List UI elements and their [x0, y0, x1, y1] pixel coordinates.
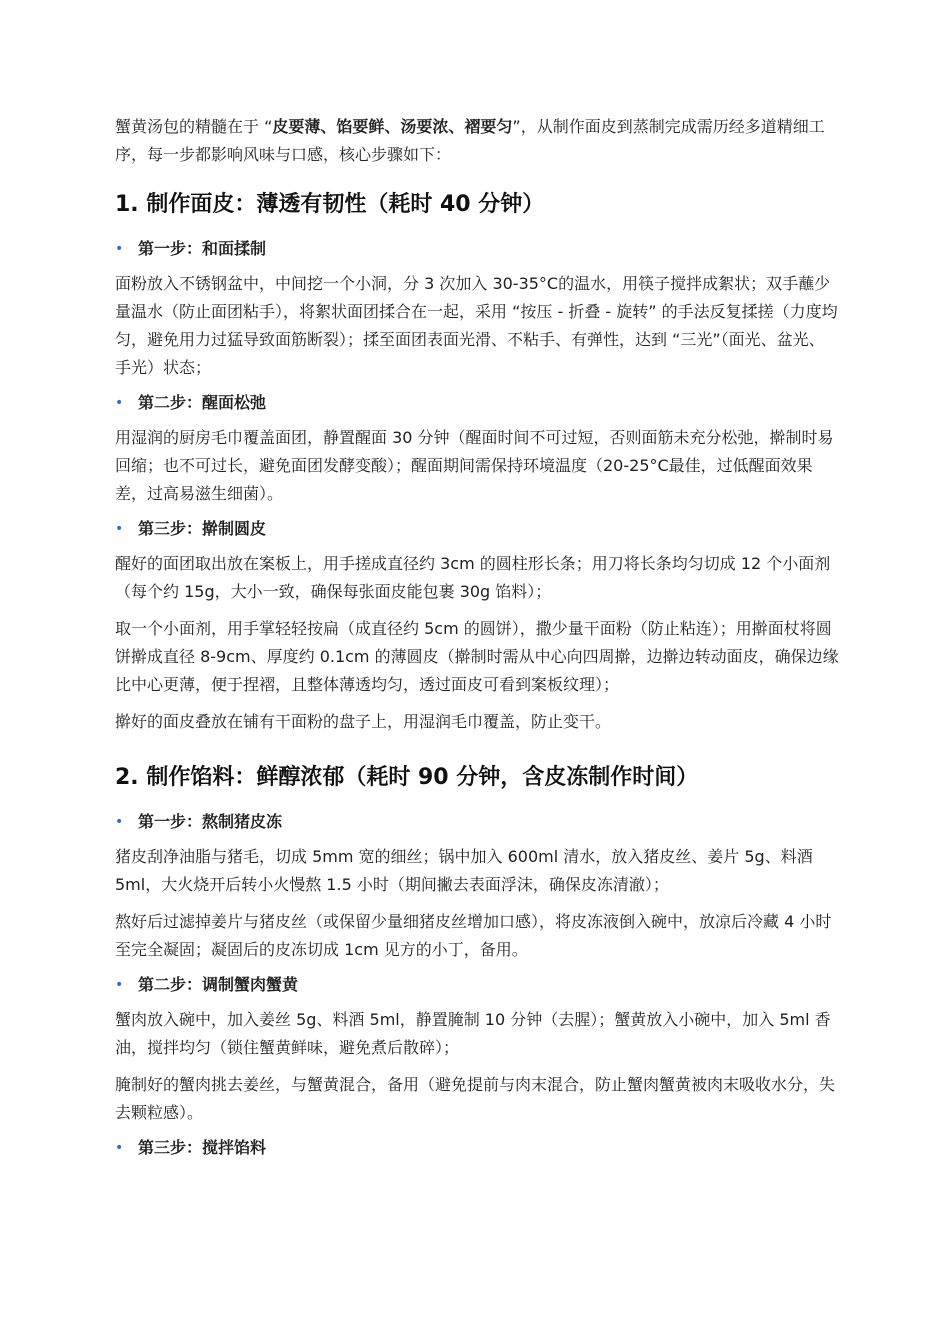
step-title-text: 第三步：擀制圆皮: [138, 519, 267, 538]
section-2-step-1-title: [115, 810, 839, 834]
section-2-step-2-para-2: 腌制好的蟹肉挑去姜丝，与蟹黄混合，备用（避免提前与肉末混合，防止蟹肉蟹黄被肉末吸收水分，失去颗粒感）。: [115, 1075, 836, 1122]
section-1-step-3-para-2: 取一个小面剂，用手掌轻轻按扁（成直径约 5cm 的圆饼），撒少量干面粉（防止粘连）；用擀面杖将圆饼擀成直径 8-9cm、厚度约 0.1cm 的薄圆皮（擀制时需从中心向四周擀，边擀边转动面皮，确保边缘比中心更薄，便于捏褶，且整体薄透均匀，透过面皮可看到案板纹理）；: [115, 619, 839, 694]
bullet-icon: •: [115, 814, 124, 830]
section-1-heading: 1. 制作面皮：薄透有韧性（耗时 40 分钟）: [115, 192, 545, 217]
intro-text-after: ”，从制作面皮到蒸制完成需历经多道精细工序，每一步都影响风味与口感，核心步骤如下：: [115, 117, 825, 164]
section-2-step-2-para-1: 蟹肉放入碗中，加入姜丝 5g、料酒 5ml，静置腌制 10 分钟（去腥）；蟹黄放入小碗中，加入 5ml 香油，搅拌均匀（锁住蟹黄鲜味，避免煮后散碎）；: [115, 1010, 831, 1057]
bullet-icon: •: [115, 521, 124, 537]
section-2-step-3-title: [115, 1136, 839, 1160]
bullet-icon: •: [115, 977, 124, 993]
section-1-step-3-para-3: 擀好的面皮叠放在铺有干面粉的盘子上，用湿润毛巾覆盖，防止变干。: [115, 712, 612, 731]
section-2-step-1-para-1: 猪皮刮净油脂与猪毛，切成 5mm 宽的细丝；锅中加入 600ml 清水，放入猪皮丝、姜片 5g、料酒 5ml，大火烧开后转小火慢熬 1.5 小时（期间撇去表面浮沫，确保皮冻清澈）；: [115, 847, 813, 894]
intro-text-before: 蟹黄汤包的精髓在于 “: [115, 117, 273, 136]
intro-emphasis: 皮要薄、馅要鲜、汤要浓、褶要匀: [272, 117, 513, 136]
section-1-step-2-title: [115, 391, 839, 415]
intro-paragraph: [115, 113, 839, 169]
section-1-step-1-title: [115, 237, 839, 261]
section-1-step-3-title: [115, 517, 839, 541]
bullet-icon: •: [115, 241, 124, 257]
section-2-step-1-para-2: 熬好后过滤掉姜片与猪皮丝（或保留少量细猪皮丝增加口感），将皮冻液倒入碗中，放凉后冷藏 4 小时至完全凝固；凝固后的皮冻切成 1cm 见方的小丁，备用。: [115, 912, 832, 959]
section-2-step-2-title: [115, 973, 839, 997]
section-1-step-1-para-1: 面粉放入不锈钢盆中，中间挖一个小洞，分 3 次加入 30-35°C的温水，用筷子搅拌成絮状；双手蘸少量温水（防止面团粘手），将絮状面团揉合在一起，采用 “按压 - 折叠 - 旋转” 的手法反复揉搓（力度均匀，避免用力过猛导致面筋断裂）；揉至面团表面光滑、不粘手、有弹性，达到 “三光”（面光、盆光、手光）状态；: [115, 274, 838, 377]
section-1-step-2-para-1: 用湿润的厨房毛巾覆盖面团，静置醒面 30 分钟（醒面时间不可过短，否则面筋未充分松弛，擀制时易回缩；也不可过长，避免面团发酵变酸）；醒面期间需保持环境温度（20-25°C最佳，过低醒面效果差，过高易滋生细菌）。: [115, 428, 834, 503]
bullet-icon: •: [115, 395, 124, 411]
bullet-icon: •: [115, 1140, 124, 1156]
section-1-step-3-para-1: 醒好的面团取出放在案板上，用手搓成直径约 3cm 的圆柱形长条；用刀将长条均匀切成 12 个小面剂（每个约 15g，大小一致，确保每张面皮能包裹 30g 馅料）；: [115, 554, 831, 601]
step-title-text: 第一步：熬制猪皮冻: [138, 812, 283, 831]
step-title-text: 第二步：醒面松弛: [138, 393, 267, 412]
section-2-heading: 2. 制作馅料：鲜醇浓郁（耗时 90 分钟，含皮冻制作时间）: [115, 765, 699, 790]
step-title-text: 第三步：搅拌馅料: [138, 1138, 267, 1157]
step-title-text: 第一步：和面揉制: [138, 239, 267, 258]
document-page: [115, 113, 839, 1169]
step-title-text: 第二步：调制蟹肉蟹黄: [138, 975, 299, 994]
